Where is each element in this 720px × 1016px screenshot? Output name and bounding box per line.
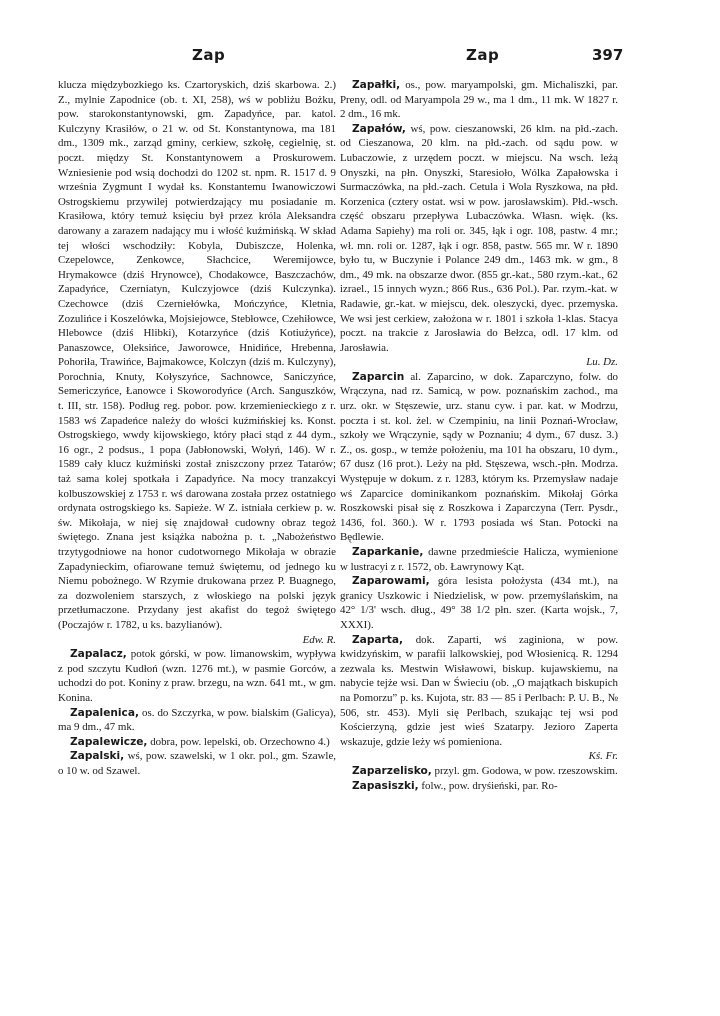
dictionary-entry	[340, 574, 618, 632]
entry-text: wś, pow. cieszanowski, 26 klm. na płd.-zach. od Cieszanowa, 20 klm. na płd.-zach. od sądu pow. w Lubaczowie, z urzędem poczt. w miejscu. Na wsch. leżą Onyszki, na płn. Onyszki, Staresioło, Wólka Zapałowska i Surmaczówka, na płd.-zach. Cetula i Wola Ryszkowa, na płd. Korzenica (cztery ostat. wsi w pow. jarosławskim). Płd.-wsch. część obszaru przepływa Lubaczówka. Własn. więk. (ks. Adama Sapiehy) ma roli or. 345, łąk i ogr. 108, pastw. 4 mr.; wł. mn. roli or. 1287, łąk i ogr. 858, pastw. 565 mr. W r. 1890 było tu, w Buczynie i Polance 249 dm., 1463 mk. w gm., 8 dm., 49 mk. na obszarze dwor. (855 gr.-kat., 580 rzym.-kat., 62 izrael., 15 innych wyzn.; 866 Rus., 636 Pol.). Par. rzym.-kat. w Radawie, gr.-kat. w miejscu, dek. oleszycki, dyec. przemyska. We wsi jest cerkiew, założona w r. 1801 i szkoła 1-klas. Stacya poczt. na trakcie z Jarosławia do Bełzca, odl. 17 klm. od Jarosławia.	[340, 122, 618, 354]
entry-headword: Zaparzelisko,	[352, 764, 432, 777]
entry-text: dawne przedmieście Halicza, wymienione w lustracyi z r. 1572, ob. Ławrynowy Kąt.	[340, 546, 618, 573]
page-number: 397	[592, 46, 624, 64]
dictionary-entry	[340, 633, 618, 750]
entry-text: potok górski, w pow. limanowskim, wypływa z pod szczytu Kudłoń (wzn. 1276 mt.), w pasmie Gorców, a uchodzi do pot. Koniny z praw. brzegu, na wzn. 641 mt., w gm. Konina.	[58, 648, 336, 704]
entry-headword: Zaparowami,	[352, 575, 430, 588]
dictionary-entry	[340, 370, 618, 545]
dictionary-entry	[340, 764, 618, 779]
entry-text: wś, pow. szawelski, w 1 okr. pol., gm. Szawle, o 10 w. od Szawel.	[58, 750, 336, 777]
entry-headword: Zapalewicze,	[70, 735, 148, 748]
entry-text: dobra, pow. lepelski, ob. Orzechowno 4.)	[150, 735, 330, 748]
dictionary-entry	[340, 779, 618, 794]
entry-text: klucza międzybozkiego ks. Czartoryskich, dziś skarbowa. 2.) Z., mylnie Zapodnice (ob. t. XI, 258), wś w pobliżu Bożku, pow. starokonstantynowski, gm. Zapadyńce, par. katol. Kulczyny Krasiłów, o 21 w. od St. Konstantynowa, ma 181 dm., 1309 mk., zarząd gminy, cerkiew, szkołę, cegielnię, st. poczt. między St. Konstantynowem a Proskurowem. Wzniesienie pod wsią dochodzi do 1202 st. npm. R. 1517 d. 9 września Zygmunt I wydał ks. Konstantemu Iwanowiczowi Ostrogskiemu przywilej potwierdzający mu posiadanie m. Krasiłowa, który temuż księciu był przez króla Aleksandra darowany a zarazem nadający mu i włość kuźmińską. W skład tej włości wschodziły: Kobyla, Dubiszcze, Holenka, Czepelowce, Zenkowce, Słachcice, Weremijowce, Hrymakowce (dziś Hrynowce), Chodakowce, Baszczachów, Zapadyńce, Czerniatyn, Kulczyjowce (dziś Kulczynka). Czechowce (dziś Czerniełówka, Mończyńce, Kletnia, Zozulińce i Koszelówka, Mojsiejowce, Stebłowce, Czehiłowce, Hlebowce (dziś Hlibki), Kotarzyńce (dziś Kotiużyńce), Panaszowce, Oleksińce, Jaworowce, Hnidińce, Hrebenna, Pohoriła, Trawińce, Bajmakowce, Kolczyn (dziś m. Kulczyny), Porochnia, Knuty, Kołyszyńce, Sachnowce, Saniczyńce, Semericzyńce, Łanowce i Skoworodyńce (Arch. Sanguszków, t. III, str. 158). Podług reg. pobor. pow. krzemienieckiego z r. 1583 wś Zapadeńce należy do włości kuźmińskiej ks. Konst. Ostrogskiego, wwdy kijowskiego, który płaci stąd z 44 dym., 16 ogr., 2 podsus., 1 popa (Jabłonowski, Wołyń, 146). W r. 1589 cały klucz kuźmiński został zniszczony przez Tatarów; taż sama kolej spotkała i Zapadyńce. Na mocy tranzakcyi kolbuszowskiej z 1753 r. wś darowana została przez ostatniego ordynata ostrogskiego ks. Sapieże. W Z. istniała cerkiew p. w. św. Mikołaja, w niej się znajdował cudowny obraz tegoż świętego. Znana jest książka nabożna p. t. „Nabożeństwo trzytygodniowe na honor cudotwornego Mikołaja w obrazie Zapadynieckim, ofiarowane temuż świętemu, od jednego ku Niemu pobożnego. W Rzymie drukowana przez P. Buagnego, za dozwoleniem starszych, z włoskiego na polski język przetłumaczone. Przydany jest akafist do tegoż świętego (Poczajów r. 1782, u ks. bazylianów).	[58, 79, 336, 631]
entry-headword: Zaparta,	[352, 633, 404, 646]
right-column	[340, 78, 618, 793]
running-head-right: Zap	[466, 46, 500, 64]
author-signature: Edw. R.	[302, 633, 336, 646]
entry-headword: Zapasiszki,	[352, 779, 419, 792]
entry-headword: Zaparcin	[352, 370, 405, 383]
author-signature: Lu. Dz.	[586, 356, 618, 369]
dictionary-entry	[58, 78, 336, 633]
entry-headword: Zapałki,	[352, 79, 401, 91]
entry-text: folw., pow. dryśieński, par. Ro-	[421, 779, 558, 792]
entry-headword: Zapalski,	[70, 750, 125, 763]
entry-headword: Zapalacz,	[70, 648, 127, 661]
author-signature: Kś. Fr.	[588, 750, 618, 763]
entry-text: os. do Szczyrka, w pow. bialskim (Galicya), ma 9 dm., 47 mk.	[58, 706, 336, 734]
dictionary-entry	[58, 735, 336, 750]
left-column	[58, 78, 336, 779]
entry-text: przyl. gm. Godowa, w pow. rzeszowskim.	[434, 764, 618, 777]
dictionary-entry	[58, 749, 336, 778]
dictionary-entry	[58, 706, 336, 735]
entry-text: al. Zaparcino, w dok. Zaparczyno, folw. do Wrączyna, nad rz. Samicą, w pow. poznańskim zachod., ma urz. okr. w Stęszewie, urz. stanu cyw. i par. kat. w Modrzu, poczta i st. kol. żel. w Czempiniu, na linii Poznań-Wrocław, szkoły we Wrączynie, sądy w Poznaniu; 4 dym., 67 dusz. 3.) Z., os. gosp., w temże położeniu, ma 101 ha obszaru, 10 dym., 67 dusz (16 prot.). Leży na płd. Stęszewa, wsch.-płn. Modrza. Występuje w dokum. z r. 1283, którym ks. Przemysław nadaje wś Zaparcice dominikankom poznańskim. Mikołaj Górka Roszkowski pisał się z Roszkowa i Zaparczyna (Terr. Pysdr., 1436, fol. 360.). W r. 1793 posiada wś Stan. Potocki na Będlewie.	[340, 370, 618, 544]
dictionary-entry	[58, 647, 336, 705]
entry-text: góra lesista położysta (434 mt.), na granicy Uszkowic i Niedzielisk, w pow. przemyślańskim, na 42° 1/3' wsch. dług., 49° 38 1/2 płn. szer. (Karta wojsk., 7, XXXI).	[340, 575, 618, 631]
entry-text: dok. Zaparti, wś zaginiona, w pow. kwidzyńskim, w parafii lalkowskiej, pod Włosienicą. R. 1294 zezwala ks. Mestwin Wisławowi, biskup. kujawskiemu, na nabycie tejże wsi. Dan w Świeciu (ob. „O majątkach biskupich na Pomorzu” p. ks. Kujota, str. 83 — 85 i Perlbach: P. U. B., № 506, str. 453). Myli się Perlbach, szukając tej wsi pod Kościerzyną, gdzie jest wieś Szatarpy. Jezioro Zaperta wskazuje, gdzie leży wś pomieniona.	[340, 633, 618, 748]
running-head-left: Zap	[192, 46, 226, 64]
entry-headword: Zapałów,	[352, 122, 406, 135]
dictionary-entry	[340, 78, 618, 122]
entry-headword: Zaparkanie,	[352, 546, 424, 558]
dictionary-entry	[340, 122, 618, 356]
dictionary-entry	[340, 545, 618, 574]
entry-text: os., pow. maryampolski, gm. Michaliszki, par. Preny, odl. od Maryampola 29 w., ma 1 dm., 11 mk. W 1827 r. 2 dm., 16 mk.	[340, 79, 618, 121]
entry-headword: Zapalenica,	[70, 706, 140, 719]
